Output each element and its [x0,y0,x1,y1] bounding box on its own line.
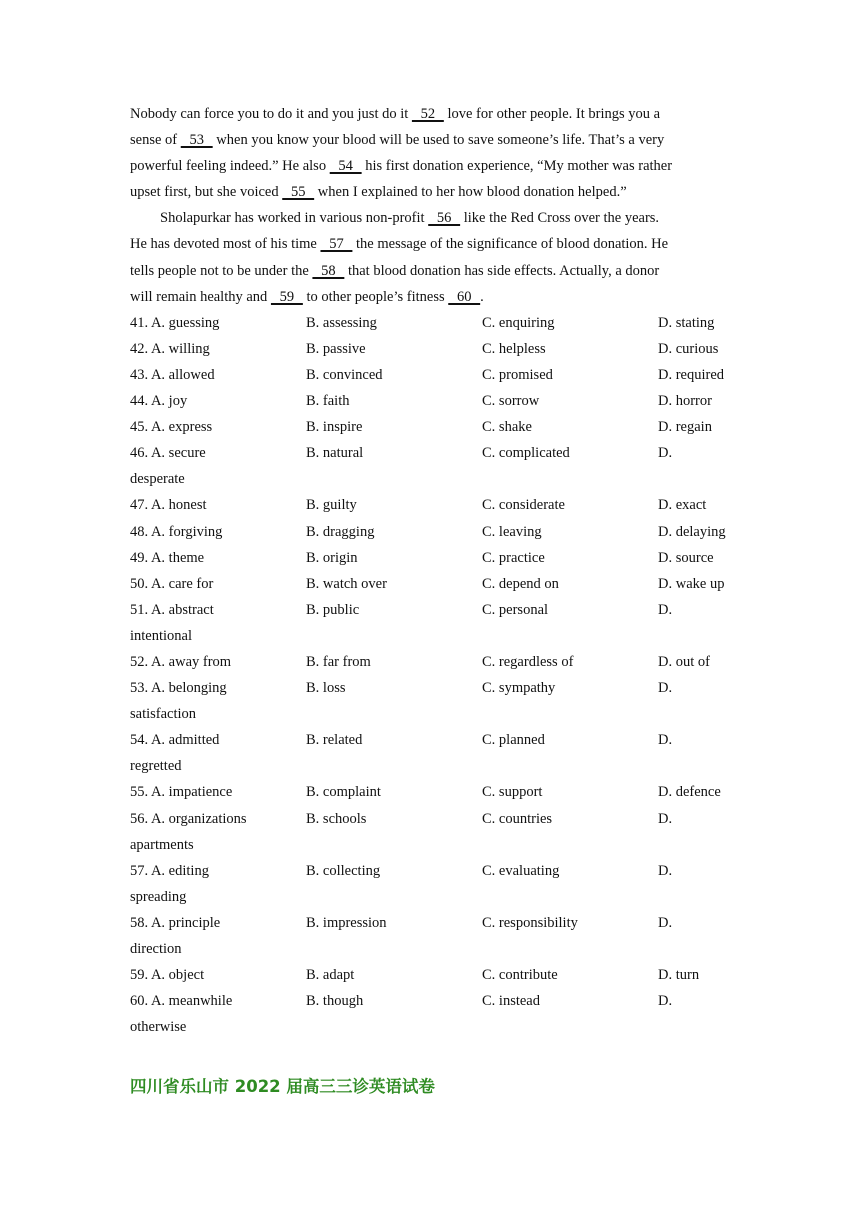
option-a [130,649,231,675]
question-number: 56. [130,810,149,827]
option-a [130,727,219,753]
option-d: D. [658,862,673,879]
passage-text: to other people’s fitness [302,288,449,305]
option-c: C. instead [482,993,540,1010]
option-c: C. leaving [482,523,542,540]
option-b: B. faith [306,393,350,410]
option-a-text: A. principle [150,914,221,931]
question-options-row [130,910,730,936]
question-options-row [130,440,730,466]
option-a [130,779,232,805]
question-number: 57. [130,862,149,879]
option-c: C. responsibility [482,914,578,931]
option-c: C. practice [482,549,545,566]
passage-line [130,258,730,284]
option-a-text: A. object [150,967,205,984]
option-d: D. horror [658,393,712,410]
option-a-text: A. organizations [150,810,247,827]
answer-blank: 60 [448,288,481,305]
option-b: B. origin [306,549,358,566]
question-number: 50. [130,575,149,592]
option-c: C. enquiring [482,314,555,331]
option-b: B. guilty [306,497,357,514]
question-options-row [130,519,730,545]
option-d-wrapped-text: desperate [130,471,185,488]
option-d: D. regain [658,419,712,436]
passage-line [130,101,730,127]
passage-text: like the Red Cross over the years. [460,210,660,227]
passage-line [130,179,730,205]
option-d-wrapped-text: regretted [130,758,182,775]
passage-text: sense of [130,132,181,149]
option-d-wrapped-text: direction [130,941,182,957]
passage-text: He has devoted most of his time [130,236,321,253]
option-a-text: A. express [150,419,213,436]
option-d: D. exact [658,497,707,514]
option-d: D. out of [658,653,710,670]
option-d: D. delaying [658,523,726,540]
option-b: B. complaint [306,784,381,801]
passage-text: Sholapurkar has worked in various non-profit [160,210,429,227]
option-a [130,440,206,466]
question-options-row [130,414,730,440]
option-b: B. loss [306,680,346,697]
passage-text: tells people not to be under the [130,262,313,279]
options-list [130,310,730,1041]
question-options-row [130,492,730,518]
option-a-text: A. editing [150,862,209,879]
question-options-row [130,571,730,597]
option-b: B. watch over [306,575,387,592]
option-d-wrapped-text: satisfaction [130,706,197,723]
passage-text: will remain healthy and [130,288,271,305]
passage-text: the message of the significance of blood donation. He [352,236,669,253]
option-b: B. inspire [306,419,363,436]
option-d-wrapped-text: intentional [130,627,193,644]
option-c: C. helpless [482,340,546,357]
option-d: D. [658,914,673,931]
option-d-wrapped-text: otherwise [130,1019,187,1036]
option-a-text: A. allowed [150,366,215,383]
option-a-text: A. forgiving [150,523,223,540]
option-d: D. [658,810,673,827]
passage-text: Nobody can force you to do it and you just do it [130,106,412,122]
option-a [130,806,247,832]
option-c: C. sorrow [482,393,540,410]
question-number: 51. [130,601,149,618]
option-d: D. [658,601,673,618]
option-d: D. curious [658,340,719,357]
option-a [130,858,209,884]
option-c: C. contribute [482,967,558,984]
passage-text: . [480,288,484,305]
question-number: 47. [130,497,149,514]
option-a [130,519,222,545]
option-c: C. depend on [482,575,559,592]
question-options-row [130,649,730,675]
option-a [130,571,213,597]
option-b: B. passive [306,340,366,357]
option-c: C. planned [482,732,545,749]
option-a-text: A. willing [150,340,210,357]
answer-blank: 54 [329,158,362,175]
option-a [130,962,204,988]
option-a-text: A. away from [150,653,232,670]
option-b: B. assessing [306,314,377,331]
option-c: C. considerate [482,497,565,514]
option-c: C. promised [482,366,553,383]
question-number: 41. [130,314,149,331]
question-options-row [130,597,730,623]
option-b: B. related [306,732,363,749]
passage-text: his first donation experience, “My mother was rather [361,158,673,175]
option-d: D. wake up [658,575,725,592]
option-a-text: A. honest [150,497,207,514]
question-options-row [130,675,730,701]
cloze-passage [130,101,730,310]
option-b: B. convinced [306,366,383,383]
passage-line [130,153,730,179]
option-a [130,310,219,336]
answer-blank: 52 [411,106,444,122]
option-b: B. collecting [306,862,381,879]
passage-text: when I explained to her how blood donation helped.” [314,184,627,201]
question-options-row [130,388,730,414]
question-number: 59. [130,967,149,984]
option-a-text: A. theme [150,549,205,566]
answer-blank: 59 [270,288,303,305]
option-a [130,492,207,518]
option-a-text: A. joy [150,393,188,410]
question-number: 49. [130,549,149,566]
option-b: B. dragging [306,523,375,540]
answer-blank: 55 [282,184,315,201]
question-number: 52. [130,653,149,670]
option-d: D. [658,680,673,697]
option-a-text: A. impatience [150,784,233,801]
option-a [130,362,215,388]
option-d: D. source [658,549,714,566]
option-d-wrapped-text: apartments [130,836,194,853]
option-c: C. complicated [482,445,570,462]
option-d: D. [658,732,673,749]
passage-text: powerful feeling indeed.” He also [130,158,330,175]
option-a [130,414,212,440]
exam-page [130,101,730,1040]
option-b: B. schools [306,810,367,827]
option-a-text: A. guessing [150,314,220,331]
question-number: 53. [130,680,149,697]
option-c: C. shake [482,419,532,436]
option-d: D. defence [658,784,721,801]
option-c: C. countries [482,810,553,827]
answer-blank: 58 [312,262,345,279]
question-number: 55. [130,784,149,801]
passage-text: that blood donation has side effects. Actually, a donor [344,262,660,279]
question-options-row [130,310,730,336]
question-number: 54. [130,732,149,749]
question-number: 58. [130,914,149,931]
option-a-text: A. meanwhile [150,993,233,1010]
question-options-row [130,336,730,362]
option-a [130,675,227,701]
option-b: B. far from [306,653,371,670]
question-options-row [130,779,730,805]
question-options-row [130,988,730,1014]
option-a-text: A. abstract [150,601,214,618]
question-number: 60. [130,993,149,1010]
question-number: 48. [130,523,149,540]
option-c: C. sympathy [482,680,556,697]
option-c: C. personal [482,601,549,618]
option-b: B. impression [306,914,387,931]
question-options-row [130,362,730,388]
question-options-row [130,727,730,753]
question-number: 46. [130,445,149,462]
option-a [130,336,210,362]
option-d: D. stating [658,314,715,331]
answer-blank: 53 [180,132,213,149]
option-d: D. [658,445,673,462]
question-number: 43. [130,366,149,383]
option-a [130,597,214,623]
passage-line [130,205,730,231]
option-a-text: A. admitted [150,732,220,749]
option-b: B. adapt [306,967,355,984]
option-a [130,545,204,571]
option-c: C. regardless of [482,653,574,670]
question-number: 42. [130,340,149,357]
answer-blank: 56 [428,210,461,227]
question-number: 44. [130,393,149,410]
option-a [130,388,187,414]
option-a-text: A. care for [150,575,214,592]
option-d: D. required [658,366,725,383]
passage-line [130,231,730,257]
option-a [130,910,220,936]
option-a-text: A. secure [150,445,206,462]
question-options-row [130,806,730,832]
question-options-row [130,962,730,988]
passage-text: love for other people. It brings you a [443,106,661,122]
passage-text: when you know your blood will be used to save someone’s life. That’s a very [212,132,665,149]
passage-line [130,284,730,310]
question-options-row [130,545,730,571]
option-b: B. public [306,601,360,618]
option-c: C. support [482,784,543,801]
question-number: 45. [130,419,149,436]
option-d: D. turn [658,967,700,984]
question-options-row [130,858,730,884]
option-c: C. evaluating [482,862,560,879]
option-d: D. [658,993,673,1010]
passage-text: upset first, but she voiced [130,184,283,201]
option-a [130,988,232,1014]
answer-blank: 57 [320,236,353,253]
passage-line [130,127,730,153]
option-a-text: A. belonging [150,680,227,697]
option-b: B. though [306,993,364,1010]
next-exam-title: 四川省乐山市 2022 届高三三诊英语试卷 [130,1077,435,1096]
option-b: B. natural [306,445,364,462]
option-d-wrapped-text: spreading [130,888,187,905]
